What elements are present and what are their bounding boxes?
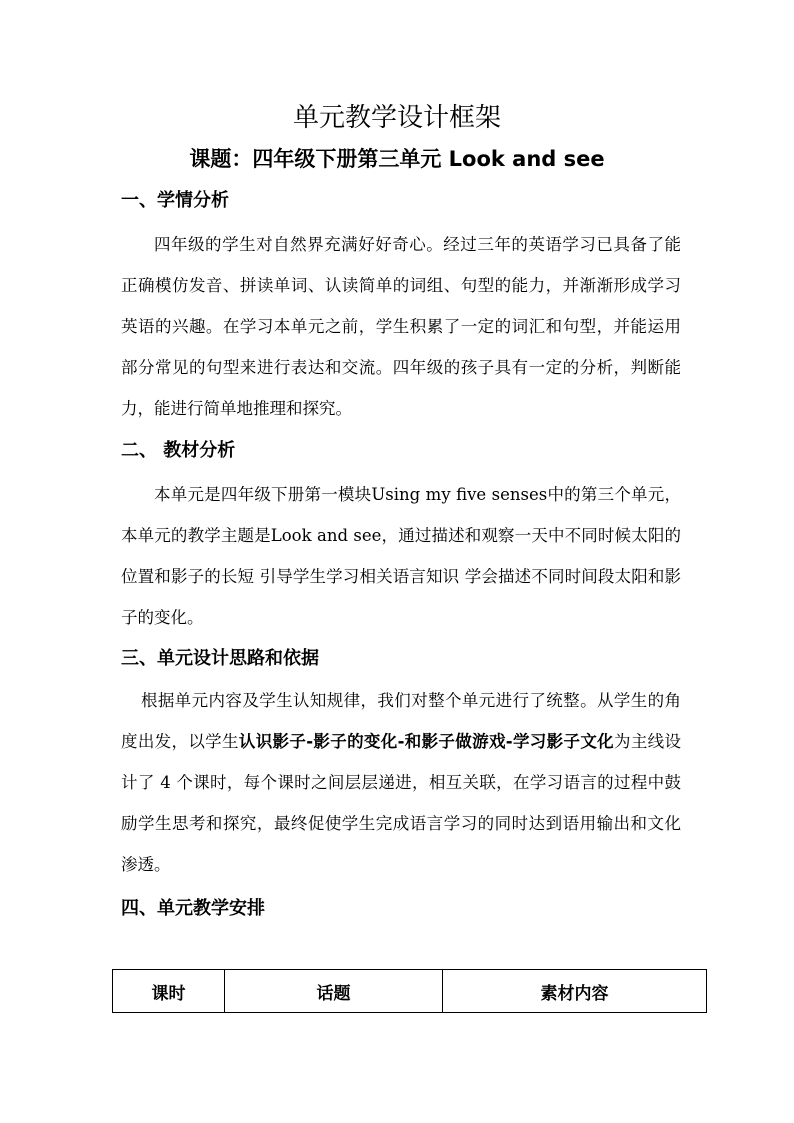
document-title: 单元教学设计框架: [292, 103, 501, 133]
lesson-subtitle: 课题：四年级下册第三单元 Look and see: [189, 147, 605, 171]
section-heading-learner-analysis: 一、学情分析: [121, 190, 229, 211]
material-analysis-text: 本单元是四年级下册第一模块Using my five senses中的第三个单元，本单元的教学主题是Look and see，通过描述和观察一天中不同时候太阳的位置和影子的长短 引导学生学习相关语言知识 学会描述不同时间段太阳和影子的变化。: [121, 485, 681, 627]
teaching-schedule-table: [112, 969, 707, 1013]
section-heading-teaching-schedule: 四、单元教学安排: [121, 898, 265, 919]
table-header-material: 素材内容: [443, 970, 707, 1013]
section-heading-material-analysis: 二、 教材分析: [121, 440, 236, 461]
design-rationale-mainline: 认识影子-影子的变化-和影子做游戏-学习影子文化: [238, 732, 614, 751]
learner-analysis-text: 四年级的学生对自然界充满好好奇心。经过三年的英语学习已具备了能正确模仿发音、拼读单词、认读简单的词组、句型的能力，并渐渐形成学习英语的兴趣。在学习本单元之前，学生积累了一定的词汇和句型，并能运用部分常见的句型来进行表达和交流。四年级的孩子具有一定的分析，判断能力，能进行简单地推理和探究。: [121, 235, 681, 418]
design-rationale-text-start: 根据单元内容及学生认知规律，我们对整个单元进行了统整。从学生的角度出发，以学生: [121, 691, 681, 751]
table-header-lesson: 课时: [113, 970, 225, 1013]
table-header-topic: 话题: [225, 970, 443, 1013]
section-heading-design-rationale: 三、单元设计思路和依据: [121, 648, 319, 669]
table-header-row: [113, 970, 707, 1013]
design-rationale-text: [121, 680, 681, 885]
design-rationale-text-end: 为主线设计了 4 个课时，每个课时之间层层递进，相互关联，在学习语言的过程中鼓励学生思考和探究，最终促使学生完成语言学习的同时达到语用输出和文化渗透。: [121, 732, 682, 874]
